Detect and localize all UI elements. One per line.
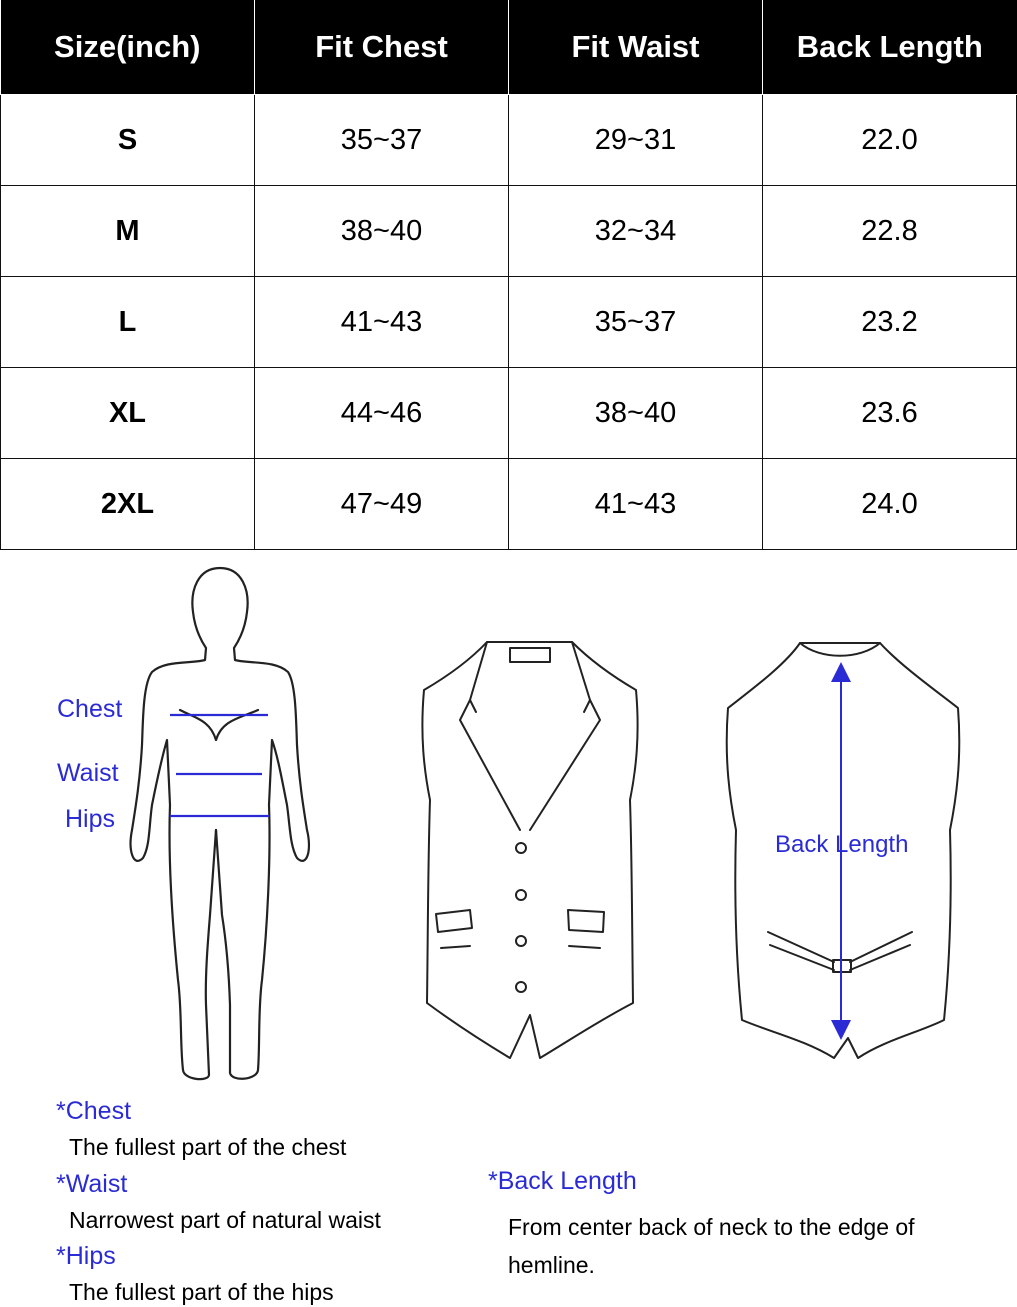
chest-cell: 44~46	[255, 368, 509, 459]
size-cell: 2XL	[1, 459, 255, 550]
back-length-cell: 23.2	[763, 277, 1017, 368]
hips-definition-text: The fullest part of the hips	[69, 1279, 334, 1305]
waist-definition-text: Narrowest part of natural waist	[69, 1207, 381, 1233]
waist-cell: 32~34	[509, 186, 763, 277]
back-length-definition-text: From center back of neck to the edge of hemline.	[508, 1214, 915, 1278]
chest-cell: 35~37	[255, 95, 509, 186]
body-silhouette-icon	[131, 568, 309, 1079]
vest-front-icon	[422, 642, 637, 1058]
waist-cell: 38~40	[509, 368, 763, 459]
chest-cell: 47~49	[255, 459, 509, 550]
waist-label: Waist	[57, 759, 119, 787]
back-length-cell: 23.6	[763, 368, 1017, 459]
back-length-cell: 22.8	[763, 186, 1017, 277]
chest-cell: 41~43	[255, 277, 509, 368]
chest-label: Chest	[57, 695, 123, 723]
waist-cell: 29~31	[509, 95, 763, 186]
size-cell: S	[1, 95, 255, 186]
waist-cell: 35~37	[509, 277, 763, 368]
chest-definition-text: The fullest part of the chest	[69, 1134, 347, 1160]
waist-cell: 41~43	[509, 459, 763, 550]
waist-definition-term: *Waist	[56, 1170, 128, 1198]
hips-label: Hips	[65, 805, 116, 833]
header-size: Size(inch)	[1, 0, 255, 95]
header-fit-chest: Fit Chest	[255, 0, 509, 95]
chest-definition-term: *Chest	[56, 1097, 132, 1125]
hips-definition-term: *Hips	[56, 1242, 116, 1270]
size-cell: M	[1, 186, 255, 277]
size-cell: L	[1, 277, 255, 368]
back-length-label: Back Length	[775, 831, 909, 858]
header-fit-waist: Fit Waist	[509, 0, 763, 95]
chest-cell: 38~40	[255, 186, 509, 277]
back-length-definition-term: *Back Length	[488, 1167, 637, 1195]
back-length-cell: 22.0	[763, 95, 1017, 186]
back-length-cell: 24.0	[763, 459, 1017, 550]
size-cell: XL	[1, 368, 255, 459]
header-back-length: Back Length	[763, 0, 1017, 95]
